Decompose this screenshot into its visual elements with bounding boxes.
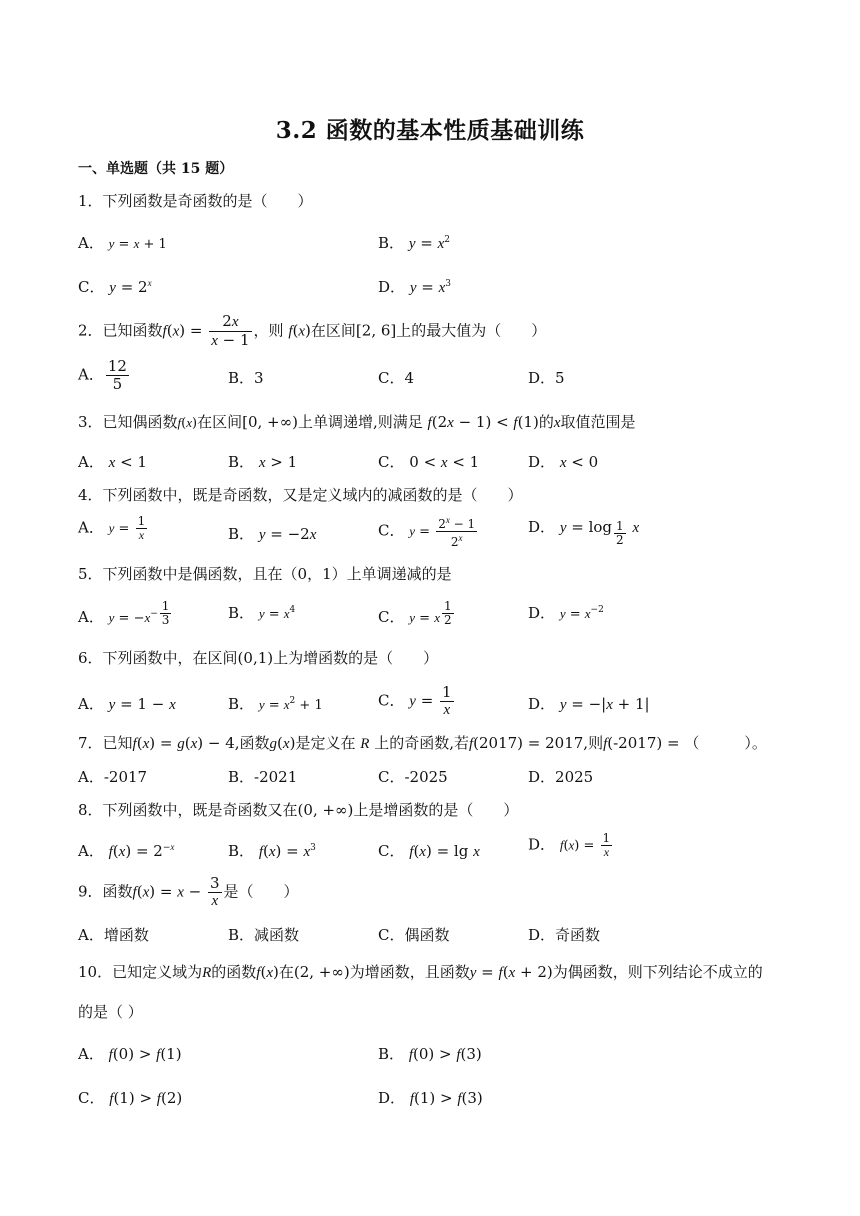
question-5-option-d[interactable]: D． $y = x^{-2}$ [528, 604, 604, 622]
question-10-option-d[interactable]: D． f(1) > f(3) [378, 1089, 483, 1107]
question-2-stem: 2．已知函数f(x) = $\frac{2x}{x - 1}$ ，则 f(x)在区间[2, 6]上的最大值为（ ） [78, 312, 547, 349]
question-4-option-c[interactable]: C． y = $\frac{2^x - 1}{2^x}$ [378, 515, 476, 549]
section-heading: 一、单选题（共 15 题） [78, 161, 234, 177]
question-3-stem: 3．已知偶函数f(x)在区间[0, +∞)上单调递增,则满足 f(2x − 1) < f(1)的x取值范围是 [78, 413, 636, 431]
question-1-option-c[interactable]: C． $y = 2^x$ [78, 278, 152, 296]
question-1-option-b[interactable]: B． $y = x^2$ [378, 234, 450, 252]
question-4-option-a[interactable]: A． y = $\frac{1}{x}$ [78, 514, 146, 542]
question-1-option-a[interactable]: A． y = x + 1 [78, 234, 167, 252]
question-6-stem: 6．下列函数中，在区间(0,1)上为增函数的是（ ） [78, 649, 439, 667]
question-7-option-c[interactable]: C．-2025 [378, 768, 448, 786]
question-10-stem: 10．已知定义域为R的函数f(x)在(2, +∞)为增函数，且函数y = f(x + 2)为偶函数，则下列结论不成立的 [78, 963, 763, 981]
question-6-option-c[interactable]: C． y = $\frac{1}{x}$ [378, 683, 452, 718]
question-5-option-a[interactable]: A． $y = -x^{- \frac{1}{3}}$ [78, 599, 170, 627]
question-7-stem: 7．已知f(x) = g(x) − 4,函数g(x)是定义在 R 上的奇函数,若f(2017) = 2017,则f(-2017) = （ ）。 [78, 734, 767, 752]
question-4-option-b[interactable]: B． y = −2x [228, 525, 317, 543]
question-7-option-b[interactable]: B．-2021 [228, 768, 298, 786]
question-9-option-b[interactable]: B．减函数 [228, 926, 300, 944]
question-1-stem: 1．下列函数是奇函数的是（ ） [78, 192, 313, 210]
question-3-option-d[interactable]: D． x < 0 [528, 453, 599, 471]
question-4-stem: 4．下列函数中，既是奇函数，又是定义域内的减函数的是（ ） [78, 486, 523, 504]
question-8-option-b[interactable]: B． $f(x) = x^3$ [228, 842, 316, 860]
question-10-stem-line2: 的是（ ） [78, 1003, 143, 1021]
question-6-option-d[interactable]: D． y = −|x + 1| [528, 695, 650, 713]
question-3-option-c[interactable]: C． 0 < x < 1 [378, 453, 480, 471]
question-5-stem: 5．下列函数中是偶函数，且在（0，1）上单调递减的是 [78, 565, 452, 583]
question-9-option-d[interactable]: D．奇函数 [528, 926, 601, 944]
question-2-option-c[interactable]: C．4 [378, 369, 415, 387]
question-9-stem: 9．函数f(x) = x − $\frac{3}{x}$ 是（ ） [78, 874, 299, 909]
question-6-option-a[interactable]: A． y = 1 − x [78, 695, 176, 713]
question-2-option-a[interactable]: A． $\frac{12}{5}$ [78, 357, 127, 393]
question-2-option-b[interactable]: B．3 [228, 369, 264, 387]
question-8-stem: 8．下列函数中，既是奇函数又在(0, +∞)上是增函数的是（ ） [78, 801, 519, 819]
question-3-option-a[interactable]: A． x < 1 [78, 453, 147, 471]
question-8-option-a[interactable]: A． $f(x) = 2^{-x}$ [78, 842, 175, 860]
question-8-option-c[interactable]: C． f(x) = lg x [378, 842, 480, 860]
question-7-option-d[interactable]: D．2025 [528, 768, 594, 786]
question-7-option-a[interactable]: A．-2017 [78, 768, 148, 786]
question-5-option-b[interactable]: B． $y = x^4$ [228, 604, 296, 622]
question-3-option-b[interactable]: B． x > 1 [228, 453, 298, 471]
question-1-option-d[interactable]: D． $y = x^3$ [378, 278, 451, 296]
question-10-option-b[interactable]: B． f(0) > f(3) [378, 1045, 482, 1063]
page-title: 3.2 函数的基本性质基础训练 [275, 117, 585, 144]
question-10-option-a[interactable]: A． f(0) > f(1) [78, 1045, 182, 1063]
question-9-option-c[interactable]: C．偶函数 [378, 926, 450, 944]
question-9-option-a[interactable]: A．增函数 [78, 926, 149, 944]
question-4-option-d[interactable]: D． y = log $_{\frac{1}{2}}$ x [528, 518, 640, 547]
question-6-option-b[interactable]: B． $y = x^2 + 1$ [228, 695, 323, 713]
question-2-option-d[interactable]: D．5 [528, 369, 565, 387]
question-10-option-c[interactable]: C． f(1) > f(2) [78, 1089, 183, 1107]
question-5-option-c[interactable]: C． y = x $^{\frac{1}{2}}$ [378, 599, 452, 627]
question-8-option-d[interactable]: D． f(x) = $\frac{1}{x}$ [528, 831, 611, 859]
